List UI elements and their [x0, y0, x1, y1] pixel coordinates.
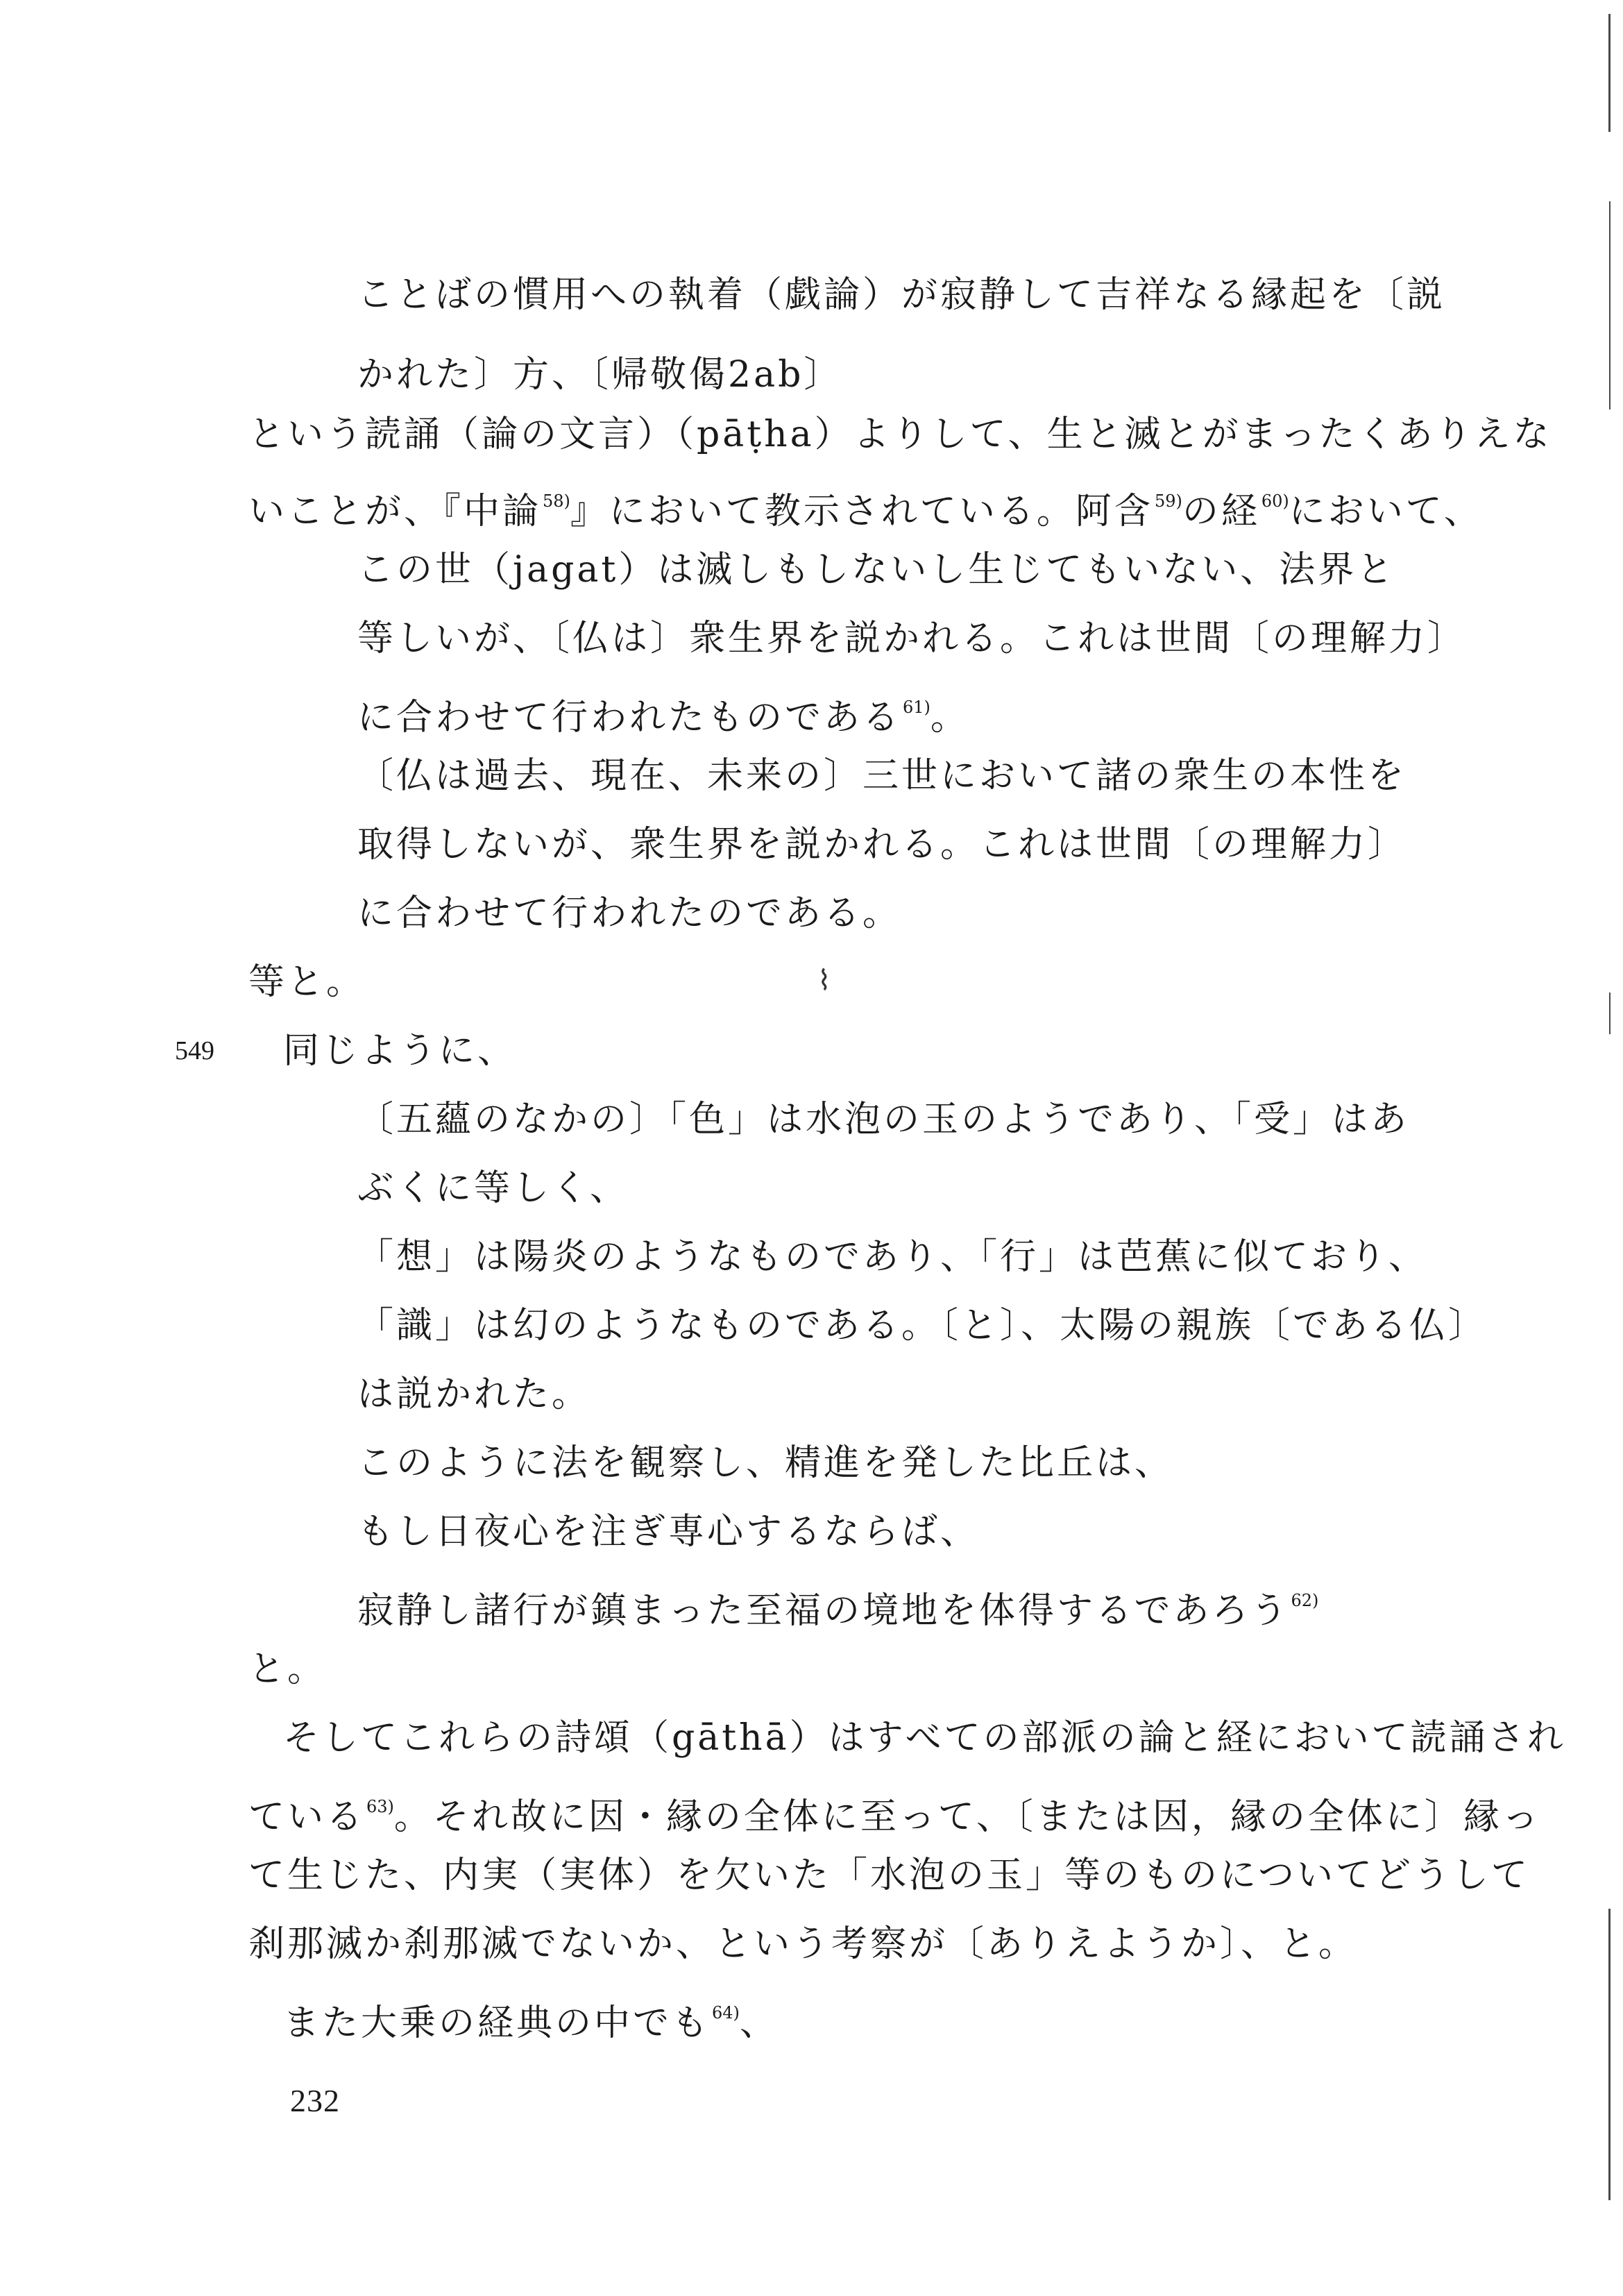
text-line: もし日夜心を注ぎ専心するならば、 — [357, 1511, 980, 1553]
text-span: 、 — [739, 2002, 779, 2044]
footnote-ref[interactable]: 58) — [543, 491, 570, 511]
text-line — [248, 479, 1483, 534]
text-line: このように法を観察し、精進を発した比丘は、 — [357, 1442, 1174, 1484]
text-line: て生じた、内実（実体）を欠いた「水泡の玉」等のものについてどうして — [248, 1855, 1530, 1896]
text-line: ぶくに等しく、 — [357, 1167, 629, 1209]
text-line — [357, 1578, 1318, 1633]
text-line: 等しいが、〔仏は〕衆生界を説かれる。これは世間〔の理解力〕 — [357, 618, 1467, 659]
text-line: 等と。 — [248, 961, 366, 1003]
text-line — [283, 1991, 779, 2045]
text-line — [357, 685, 969, 740]
text-span: いことが、『中論 — [248, 491, 542, 532]
scan-edge-line — [1608, 14, 1611, 132]
footnote-ref[interactable]: 63) — [366, 1797, 394, 1816]
text-span: ている — [248, 1796, 366, 1838]
text-line: 〔仏は過去、現在、未来の〕三世において諸の衆生の本性を — [357, 755, 1407, 797]
text-line: そしてこれらの詩頌（gāthā）はすべての部派の論と経において読誦され — [283, 1717, 1566, 1759]
text-line: ことばの慣用への執着（戯論）が寂静して吉祥なる縁起を〔説 — [357, 274, 1446, 316]
text-line: は説かれた。 — [357, 1374, 591, 1415]
text-line: この世（jagat）は滅しもしないし生じてもいない、法界と — [357, 549, 1396, 591]
text-line: 同じように、 — [283, 1030, 517, 1072]
text-span: の経 — [1182, 491, 1260, 532]
text-line: 〔五蘊のなかの〕「色」は水泡の玉のようであり、「受」はあ — [357, 1099, 1410, 1140]
text-line — [248, 1784, 1541, 1839]
scan-edge-line — [1609, 201, 1611, 410]
footnote-ref[interactable]: 64) — [712, 2003, 740, 2023]
text-line: かれた〕方、〔帰敬偈2ab〕 — [357, 354, 843, 396]
footnote-ref[interactable]: 61) — [903, 698, 931, 717]
page-number: 232 — [290, 2083, 340, 2118]
text-line: という読誦（論の文言）（pāṭha）よりして、生と滅とがまったくありえな — [248, 414, 1552, 455]
text-line: 「想」は陽炎のようなものであり、「行」は芭蕉に似ており、 — [357, 1236, 1428, 1278]
text-span: また大乗の経典の中でも — [283, 2002, 711, 2044]
text-span: 。それ故に因・縁の全体に至って、〔または因，縁の全体に〕縁っ — [393, 1796, 1541, 1838]
text-line: に合わせて行われたのである。 — [357, 893, 902, 934]
text-span: 』において教示されている。阿含 — [570, 491, 1153, 532]
footnote-ref[interactable]: 60) — [1261, 491, 1289, 511]
text-line: と。 — [248, 1648, 327, 1690]
text-line: 取得しないが、衆生界を説かれる。これは世間〔の理解力〕 — [357, 824, 1407, 866]
footnote-ref[interactable]: 62) — [1291, 1591, 1319, 1610]
scan-edge-line — [1609, 993, 1611, 1034]
text-span: 寂静し諸行が鎮まった至福の境地を体得するであろう — [357, 1590, 1290, 1632]
text-line: 「識」は幻のようなものである。〔と〕、太陽の親族〔である仏〕 — [357, 1305, 1488, 1347]
verse-number: 549 — [175, 1036, 214, 1065]
scan-mark: ⌇ — [817, 965, 831, 997]
footnote-ref[interactable]: 59) — [1154, 491, 1182, 511]
text-span: に合わせて行われたものである — [357, 697, 902, 738]
scan-edge-line — [1608, 1909, 1611, 2200]
text-span: 。 — [930, 697, 969, 738]
text-span: において、 — [1289, 491, 1483, 532]
text-line: 刹那滅か刹那滅でないか、という考察が〔ありえようか〕、と。 — [248, 1923, 1358, 1965]
